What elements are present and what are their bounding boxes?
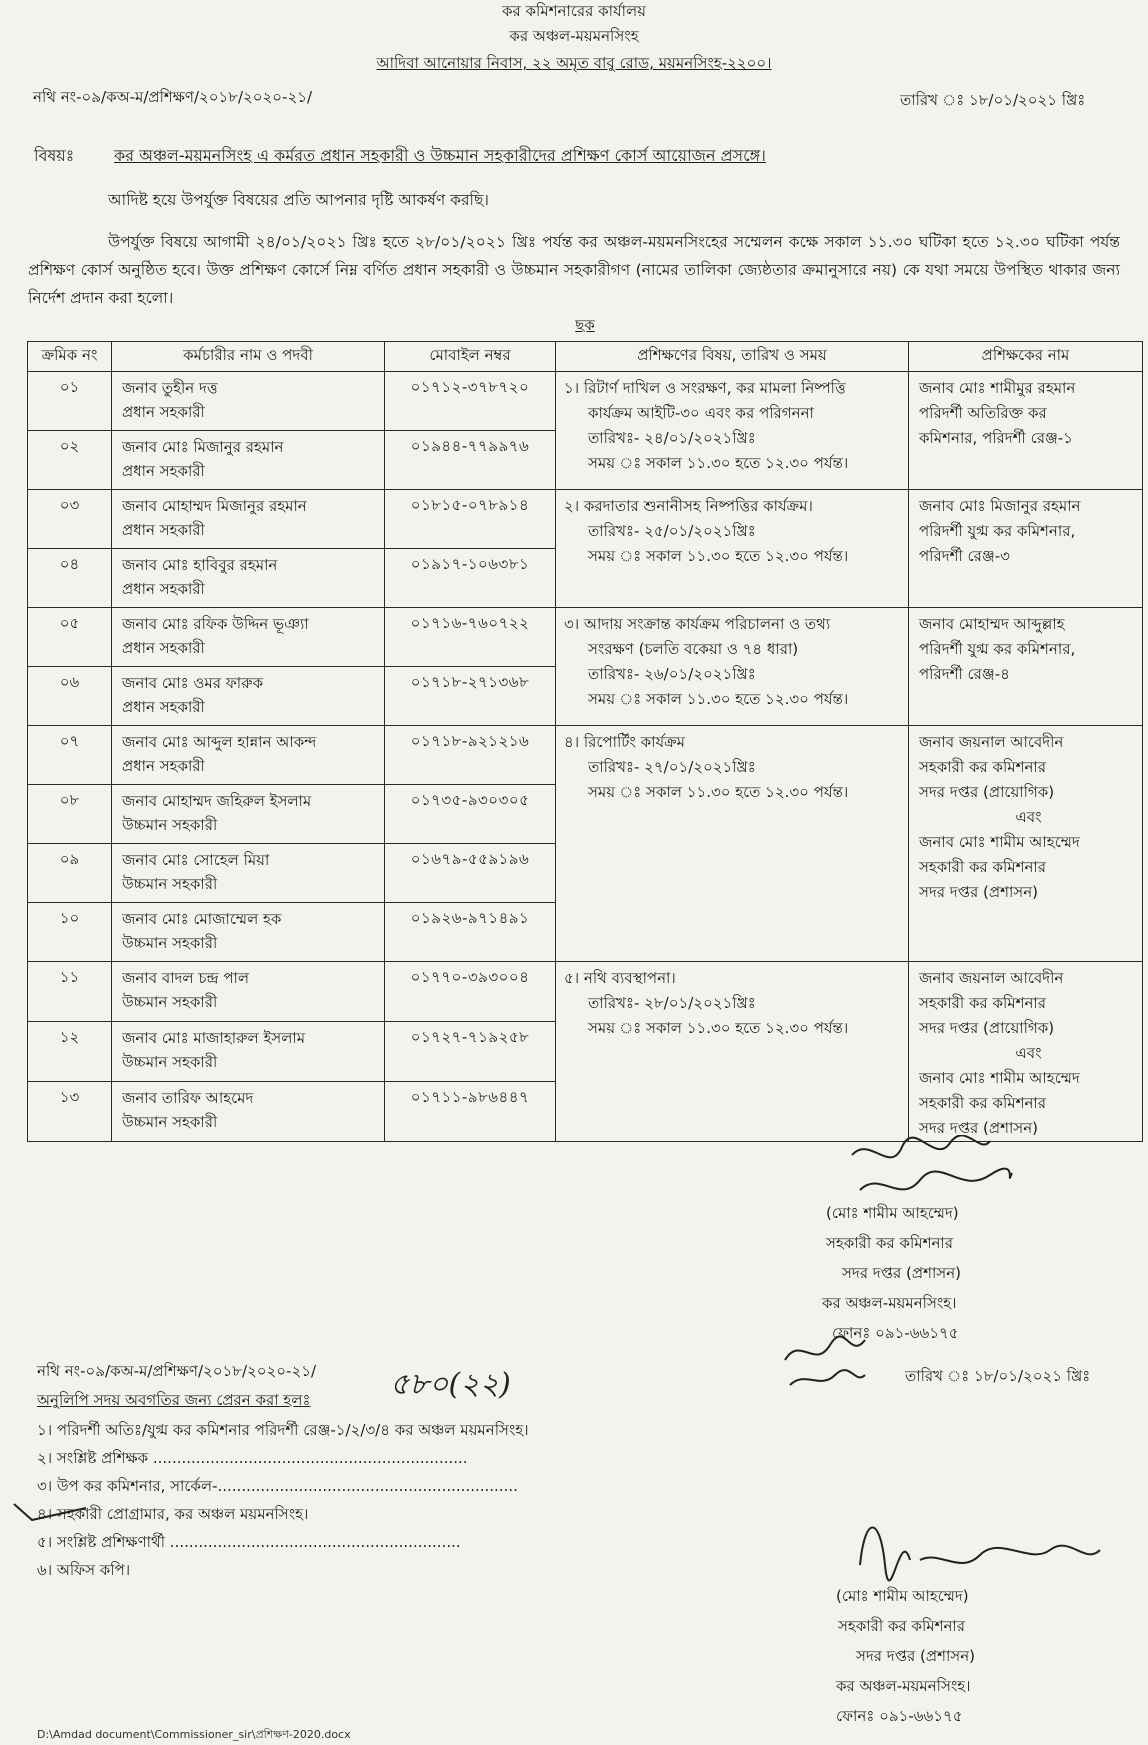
trainer-line: পরিদর্শী যুগ্ম কর কমিশনার, — [919, 640, 1076, 658]
session-cell — [556, 726, 909, 962]
initial-signature — [780, 1330, 870, 1396]
serial-cell: ০৪ — [28, 549, 112, 608]
session-title: ৫। নথি ব্যবস্থাপনা। — [564, 969, 676, 987]
session-title-cont: কার্যক্রম আইটি-৩০ এবং কর পরিগননা — [588, 404, 814, 422]
serial-cell: ০৩ — [28, 490, 112, 549]
signer-zone: কর অঞ্চল-ময়মনসিংহ। — [836, 1677, 971, 1695]
session-title-cont: সংরক্ষণ (চলতি বকেয়া ও ৭৪ ধারা) — [588, 640, 799, 658]
col-header-trainer: প্রশিক্ষকের নাম — [909, 342, 1143, 372]
trainer-cell — [909, 608, 1143, 726]
mobile-cell: ০১৭১২-৩৭৮৭২০ — [385, 372, 556, 431]
table-caption-text: ছক — [575, 316, 595, 334]
employee-cell — [112, 431, 385, 490]
table-caption — [560, 314, 610, 339]
table-row — [28, 490, 1143, 549]
session-date: তারিখঃ- ২৬/০১/২০২১খ্রিঃ — [588, 665, 756, 683]
subject-label: বিষয়ঃ — [34, 146, 75, 165]
signer-name: (মোঃ শামীম আহম্মেদ) — [836, 1587, 969, 1605]
employee-name: জনাব তারিফ আহমেদ — [122, 1089, 254, 1107]
opening-line: আদিষ্ট হয়ে উপর্যুক্ত বিষয়ের প্রতি আপনার দৃষ্টি আকর্ষণ করছি। — [108, 191, 489, 209]
signer-office: সদর দপ্তর (প্রশাসন) — [856, 1647, 976, 1665]
employee-post: প্রধান সহকারী — [122, 462, 205, 480]
employee-cell — [112, 726, 385, 785]
table-row — [28, 372, 1143, 431]
signer-zone: কর অঞ্চল-ময়মনসিংহ। — [822, 1294, 957, 1312]
mobile-cell: ০১৬৭৯-৫৫৯১৯৬ — [385, 844, 556, 903]
employee-post: উচ্চমান সহকারী — [122, 1053, 218, 1071]
trainer-line: সদর দপ্তর (প্রশাসন) — [919, 883, 1039, 901]
session-time: সময় ঃ সকাল ১১.৩০ হতে ১২.৩০ পর্যন্ত। — [588, 783, 849, 801]
trainer-line: পরিদর্শী রেঞ্জ-৪ — [919, 665, 1010, 683]
session-cell — [556, 608, 909, 726]
mobile-cell: ০১৯২৬-৯৭১৪৯১ — [385, 903, 556, 962]
trainer-line: পরিদর্শী যুগ্ম কর কমিশনার, — [919, 522, 1076, 540]
table-header-row — [28, 342, 1143, 372]
col-header-mobile: মোবাইল নম্বর — [385, 342, 556, 372]
serial-cell: ০১ — [28, 372, 112, 431]
employee-name: জনাব বাদল চন্দ্র পাল — [122, 969, 250, 987]
signer-phone: ফোনঃ ০৯১-৬৬১৭৫ — [836, 1707, 963, 1725]
office-address-text: আদিবা আনোয়ার নিবাস, ২২ অমৃত বাবু রোড, ময়মনসিংহ-২২০০। — [376, 54, 772, 72]
serial-cell: ০৮ — [28, 785, 112, 844]
copy-item: ১। পরিদর্শী অতিঃ/যুগ্ম কর কমিশনার পরিদর্শী রেঞ্জ-১/২/৩/৪ কর অঞ্চল ময়মনসিংহ। — [37, 1421, 529, 1439]
col-header-subject: প্রশিক্ষণের বিষয়, তারিখ ও সময় — [556, 342, 909, 372]
copy-item: ৬। অফিস কপি। — [37, 1561, 131, 1579]
trainer-line: পরিদর্শী অতিরিক্ত কর — [919, 404, 1047, 422]
employee-name: জনাব মোঃ মোজাম্মেল হক — [122, 910, 282, 928]
serial-cell: ১৩ — [28, 1082, 112, 1142]
session-time: সময় ঃ সকাল ১১.৩০ হতে ১২.৩০ পর্যন্ত। — [588, 1019, 849, 1037]
session-date: তারিখঃ- ২৮/০১/২০২১খ্রিঃ — [588, 994, 756, 1012]
employee-cell — [112, 608, 385, 667]
serial-cell: ০২ — [28, 431, 112, 490]
session-cell — [556, 372, 909, 490]
mobile-cell: ০১৭১৮-২৭১৩৬৮ — [385, 667, 556, 726]
employee-post: উচ্চমান সহকারী — [122, 993, 218, 1011]
employee-cell — [112, 844, 385, 903]
employee-cell — [112, 490, 385, 549]
trainer-line: জনাব মোঃ শামীম আহম্মেদ — [919, 1069, 1080, 1087]
trainer-line: জনাব জয়নাল আবেদীন — [919, 969, 1064, 987]
employee-post: প্রধান সহকারী — [122, 757, 205, 775]
signer-phone: ফোনঃ ০৯১-৬৬১৭৫ — [832, 1324, 959, 1342]
body-paragraph: উপর্যুক্ত বিষয়ে আগামী ২৪/০১/২০২১ খ্রিঃ হতে ২৮/০১/২০২১ খ্রিঃ পর্যন্ত কর অঞ্চল-ময়মনসিংহের সম্মেলন কক্ষে সকাল ১১.৩০ ঘটিকা হতে ১২.৩০ ঘটিকা পর্যন্ত প্রশিক্ষণ কোর্স অনুষ্ঠিত হবে। উক্ত প্রশিক্ষণ কোর্সে নিম্ন বর্ণিত প্রধান সহকারী ও উচ্চমান সহকারীগণ (নামের তালিকা জ্যেষ্ঠতার ক্রমানুসারে নয়) কে যথা সময়ে উপস্থিত থাকার জন্য নির্দেশ প্রদান করা হলো। — [28, 233, 1120, 307]
mobile-cell: ০১৯১৭-১০৬৩৮১ — [385, 549, 556, 608]
employee-name: জনাব মোঃ মিজানুর রহমান — [122, 438, 284, 456]
employee-post: উচ্চমান সহকারী — [122, 875, 218, 893]
copy-date: তারিখ ঃ ১৮/০১/২০২১ খ্রিঃ — [905, 1367, 1091, 1385]
mobile-cell: ০১৭৭০-৩৯৩০০৪ — [385, 962, 556, 1022]
trainer-line: সহকারী কর কমিশনার — [919, 1094, 1046, 1112]
session-date: তারিখঃ- ২৫/০১/২০২১খ্রিঃ — [588, 522, 756, 540]
employee-name: জনাব মোঃ হাবিবুর রহমান — [122, 556, 278, 574]
session-date: তারিখঃ- ২৭/০১/২০২১খ্রিঃ — [588, 758, 756, 776]
employee-post: উচ্চমান সহকারী — [122, 1113, 218, 1131]
zone-title: কর অঞ্চল-ময়মনসিংহ — [509, 27, 639, 45]
trainer-conjunction: এবং — [1015, 808, 1042, 826]
employee-post: উচ্চমান সহকারী — [122, 934, 218, 952]
copy-heading: অনুলিপি সদয় অবগতির জন্য প্রেরন করা হলঃ — [37, 1391, 311, 1409]
handwritten-reference: ৫৮০(২২) — [390, 1367, 511, 1402]
session-cell — [556, 962, 909, 1142]
memo-date: তারিখ ঃ ১৮/০১/২০২১ খ্রিঃ — [900, 91, 1086, 109]
session-title: ১। রিটার্ণ দাখিল ও সংরক্ষণ, কর মামলা নিষ্পত্তি — [564, 379, 846, 397]
serial-cell: ০৬ — [28, 667, 112, 726]
trainer-conjunction: এবং — [1015, 1044, 1042, 1062]
trainer-line: জনাব মোঃ মিজানুর রহমান — [919, 497, 1081, 515]
employee-post: প্রধান সহকারী — [122, 639, 205, 657]
serial-cell: ১১ — [28, 962, 112, 1022]
session-time: সময় ঃ সকাল ১১.৩০ হতে ১২.৩০ পর্যন্ত। — [588, 454, 849, 472]
training-schedule-table — [27, 341, 1143, 1142]
trainer-line: সদর দপ্তর (প্রায়োগিক) — [919, 1019, 1055, 1037]
copy-item: ৪। সহকারী প্রোগ্রামার, কর অঞ্চল ময়মনসিংহ। — [37, 1505, 309, 1523]
copy-item: ৩। উপ কর কমিশনার, সার্কেল-............................................................... — [37, 1477, 518, 1495]
checkmark-icon — [10, 1494, 90, 1524]
employee-name: জনাব মোহাম্মদ জহিরুল ইসলাম — [122, 792, 312, 810]
serial-cell: ০৭ — [28, 726, 112, 785]
trainer-line: জনাব জয়নাল আবেদীন — [919, 733, 1064, 751]
trainer-line: সহকারী কর কমিশনার — [919, 994, 1046, 1012]
employee-post: প্রধান সহকারী — [122, 403, 205, 421]
employee-name: জনাব তুহীন দত্ত — [122, 379, 218, 397]
employee-post: উচ্চমান সহকারী — [122, 816, 218, 834]
signer-name: (মোঃ শামীম আহম্মেদ) — [826, 1204, 959, 1222]
document-path: D:\Amdad document\Commissioner_sir\প্রশিক্ষণ-2020.docx — [37, 1728, 351, 1741]
trainer-line: পরিদর্শী রেঞ্জ-৩ — [919, 547, 1010, 565]
trainer-line: জনাব মোঃ শামীমুর রহমান — [919, 379, 1076, 397]
session-title: ৪। রিপোর্টিং কার্যক্রম — [564, 733, 686, 751]
mobile-cell: ০১৭৩৫-৯৩০৩০৫ — [385, 785, 556, 844]
trainer-line: কমিশনার, পরিদর্শী রেঞ্জ-১ — [919, 429, 1073, 447]
serial-cell: ১০ — [28, 903, 112, 962]
employee-cell — [112, 785, 385, 844]
employee-name: জনাব মোঃ আব্দুল হান্নান আকন্দ — [122, 733, 317, 751]
mobile-cell: ০১৭১৮-৯২১২১৬ — [385, 726, 556, 785]
employee-name: জনাব মোঃ ওমর ফারুক — [122, 674, 264, 692]
trainer-line: সহকারী কর কমিশনার — [919, 758, 1046, 776]
signer-office: সদর দপ্তর (প্রশাসন) — [842, 1264, 962, 1282]
handwritten-signature-dated — [850, 1505, 1110, 1585]
table-row — [28, 962, 1143, 1022]
employee-name: জনাব মোহাম্মদ মিজানুর রহমান — [122, 497, 307, 515]
employee-cell — [112, 962, 385, 1022]
session-title: ২। করদাতার শুনানীসহ নিষ্পত্তির কার্যক্রম। — [564, 497, 813, 515]
employee-cell — [112, 1082, 385, 1142]
serial-cell: ১২ — [28, 1022, 112, 1082]
trainer-line: জনাব মোহাম্মদ আব্দুল্লাহ — [919, 615, 1065, 633]
copy-item: ৫। সংশ্লিষ্ট প্রশিক্ষণার্থী ............................................................. — [37, 1533, 461, 1551]
table-row — [28, 726, 1143, 785]
table-row — [28, 608, 1143, 667]
employee-post: প্রধান সহকারী — [122, 698, 205, 716]
employee-cell — [112, 1022, 385, 1082]
session-time: সময় ঃ সকাল ১১.৩০ হতে ১২.৩০ পর্যন্ত। — [588, 547, 849, 565]
mobile-cell: ০১৮১৫-০৭৮৯১৪ — [385, 490, 556, 549]
employee-cell — [112, 667, 385, 726]
file-number: নথি নং-০৯/কঅ-ম/প্রশিক্ষণ/২০১৮/২০২০-২১/ — [33, 88, 312, 106]
mobile-cell: ০১৯৪৪-৭৭৯৯৭৬ — [385, 431, 556, 490]
session-title: ৩। আদায় সংক্রান্ত কার্যক্রম পরিচালনা ও তথ্য — [564, 615, 831, 633]
copy-item: ২। সংশ্লিষ্ট প্রশিক্ষক .................................................................. — [37, 1449, 468, 1467]
copy-file-number: নথি নং-০৯/কঅ-ম/প্রশিক্ষণ/২০১৮/২০২০-২১/ — [37, 1362, 316, 1380]
trainer-cell — [909, 490, 1143, 608]
trainer-line: সদর দপ্তর (প্রায়োগিক) — [919, 783, 1055, 801]
trainer-cell — [909, 372, 1143, 490]
employee-name: জনাব মোঃ মাজাহারুল ইসলাম — [122, 1029, 306, 1047]
employee-cell — [112, 372, 385, 431]
employee-cell — [112, 903, 385, 962]
trainer-line: জনাব মোঃ শামীম আহম্মেদ — [919, 833, 1080, 851]
employee-post: প্রধান সহকারী — [122, 521, 205, 539]
serial-cell: ০৫ — [28, 608, 112, 667]
trainer-cell — [909, 726, 1143, 962]
trainer-line: সদর দপ্তর (প্রশাসন) — [919, 1119, 1039, 1137]
office-address — [0, 52, 1148, 77]
employee-cell — [112, 549, 385, 608]
subject-text: কর অঞ্চল-ময়মনসিংহ এ কর্মরত প্রধান সহকারী ও উচ্চমান সহকারীদের প্রশিক্ষণ কোর্স আয়োজন প্রসঙ্গে। — [114, 146, 766, 165]
col-header-name: কর্মচারীর নাম ও পদবী — [112, 342, 385, 372]
signer-designation: সহকারী কর কমিশনার — [826, 1234, 953, 1252]
session-cell — [556, 490, 909, 608]
office-title: কর কমিশনারের কার্যালয় — [502, 2, 646, 20]
mobile-cell: ০১৭১৬-৭৬০৭২২ — [385, 608, 556, 667]
signer-designation: সহকারী কর কমিশনার — [838, 1617, 965, 1635]
mobile-cell: ০১৭১১-৯৮৬৪৪৭ — [385, 1082, 556, 1142]
trainer-line: সহকারী কর কমিশনার — [919, 858, 1046, 876]
col-header-serial: ক্রমিক নং — [28, 342, 112, 372]
employee-post: প্রধান সহকারী — [122, 580, 205, 598]
serial-cell: ০৯ — [28, 844, 112, 903]
trainer-cell — [909, 962, 1143, 1142]
session-time: সময় ঃ সকাল ১১.৩০ হতে ১২.৩০ পর্যন্ত। — [588, 690, 849, 708]
mobile-cell: ০১৭২৭-৭১৯২৫৮ — [385, 1022, 556, 1082]
employee-name: জনাব মোঃ সোহেল মিয়া — [122, 851, 270, 869]
session-date: তারিখঃ- ২৪/০১/২০২১খ্রিঃ — [588, 429, 756, 447]
employee-name: জনাব মোঃ রফিক উদ্দিন ভূঞ্যা — [122, 615, 309, 633]
